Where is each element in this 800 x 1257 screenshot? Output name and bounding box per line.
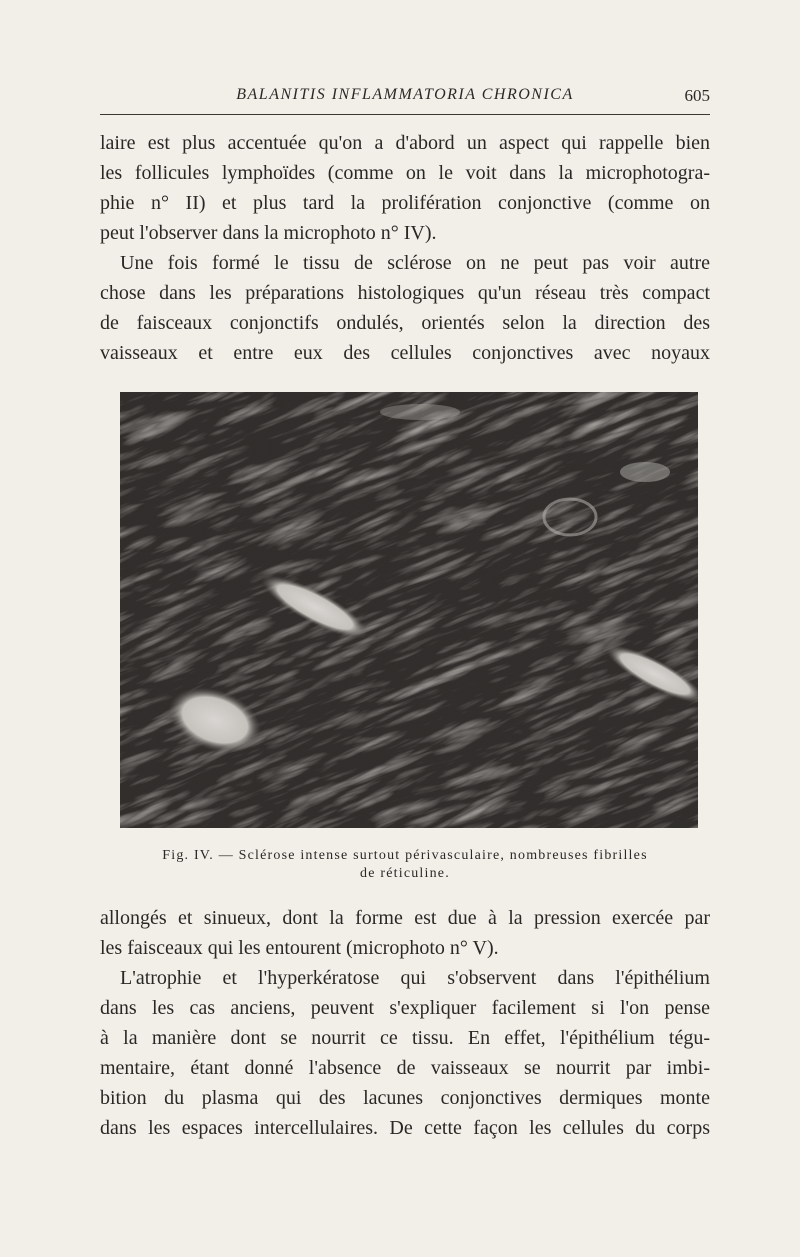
paragraph-top: [100, 128, 710, 368]
text-line: bition du plasma qui des lacunes conjonctives dermiques monte: [100, 1087, 710, 1109]
figure-caption: [110, 847, 700, 883]
text-line: vaisseaux et entre eux des cellules conjonctives avec noyaux: [100, 342, 710, 364]
caption-line: de réticuline.: [360, 866, 450, 881]
text-line: dans les espaces intercellulaires. De cette façon les cellules du corps: [100, 1117, 710, 1139]
text-line: phie n° II) et plus tard la prolifération conjonctive (comme on: [100, 192, 710, 214]
page-header: [100, 82, 710, 112]
text-line: laire est plus accentuée qu'on a d'abord un aspect qui rappelle bien: [100, 132, 710, 154]
page-number: 605: [684, 86, 710, 105]
text-line: Une fois formé le tissu de sclérose on ne peut pas voir autre: [120, 252, 710, 274]
micrograph-image: [120, 392, 698, 828]
text-line: dans les cas anciens, peuvent s'expliquer facilement si l'on pense: [100, 997, 710, 1019]
text-line: à la manière dont se nourrit ce tissu. En effet, l'épithélium tégu-: [100, 1027, 710, 1049]
text-line: mentaire, étant donné l'absence de vaisseaux se nourrit par imbi-: [100, 1057, 710, 1079]
text-line: L'atrophie et l'hyperkératose qui s'observent dans l'épithélium: [120, 967, 710, 989]
micrograph-figure: [120, 392, 698, 828]
text-line: peut l'observer dans la microphoto n° IV).: [100, 222, 437, 244]
header-rule: [100, 114, 710, 115]
running-title: BALANITIS INFLAMMATORIA CHRONICA: [236, 86, 574, 103]
text-line: de faisceaux conjonctifs ondulés, orientés selon la direction des: [100, 312, 710, 334]
text-line: les faisceaux qui les entourent (microphoto n° V).: [100, 937, 499, 959]
text-line: les follicules lymphoïdes (comme on le voit dans la microphotogra-: [100, 162, 710, 184]
text-line: allongés et sinueux, dont la forme est due à la pression exercée par: [100, 907, 710, 929]
paragraph-bottom: [100, 903, 710, 1143]
text-line: chose dans les préparations histologiques qu'un réseau très compact: [100, 282, 710, 304]
caption-line: Fig. IV. — Sclérose intense surtout périvasculaire, nombreuses fibrilles: [162, 848, 648, 863]
